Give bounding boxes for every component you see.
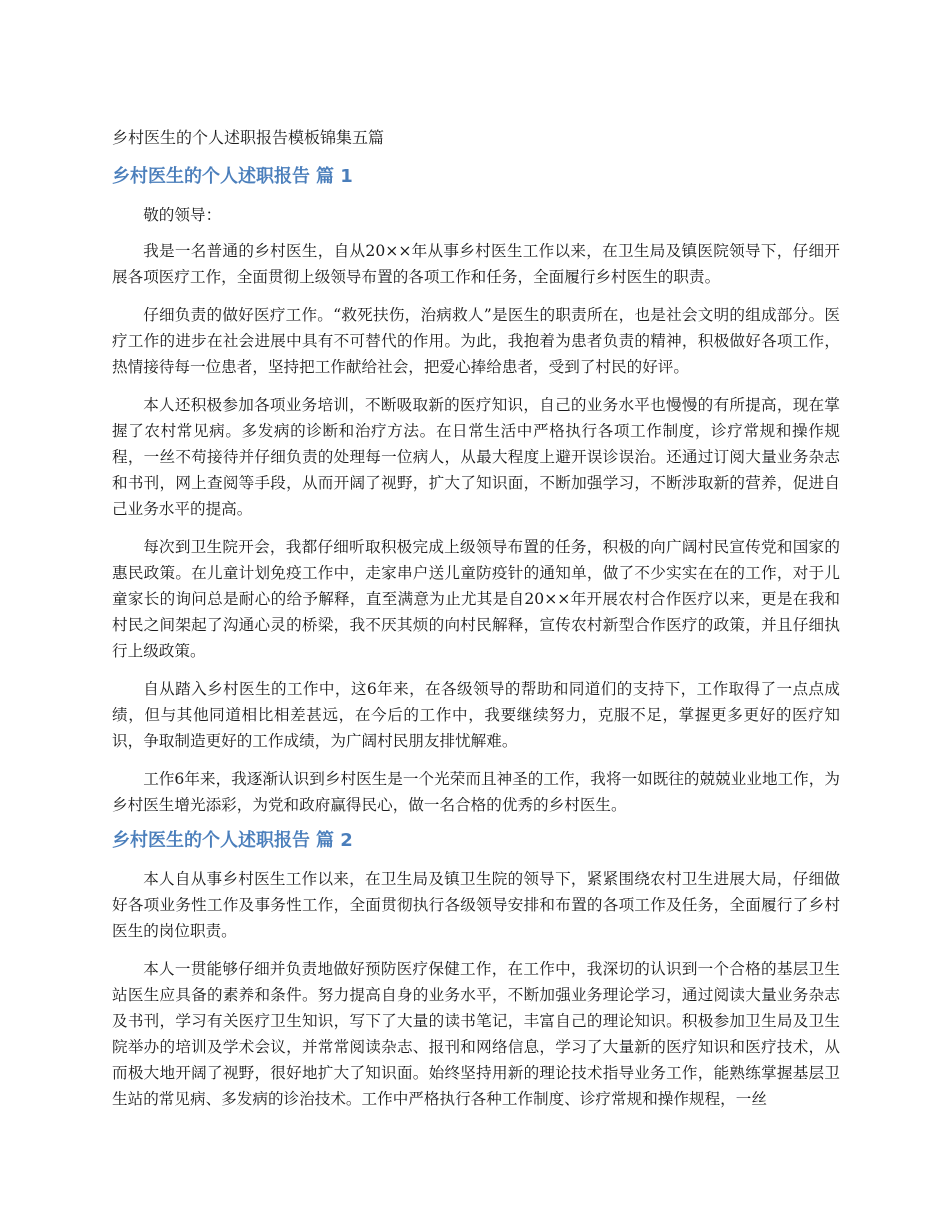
section-heading bbox=[112, 828, 840, 854]
section-2 bbox=[112, 828, 840, 1124]
document-title: 乡村医生的个人述职报告模板锦集五篇 bbox=[112, 128, 385, 147]
body-paragraph: 本人还积极参加各项业务培训，不断吸取新的医疗知识，自己的业务水平也慢慢的有所提高，现在掌握了农村常见病。多发病的诊断和治疗方法。在日常生活中严格执行各项工作制度，诊疗常规和操作规程，一丝不苟接待并仔细负责的处理每一位病人，从最大程度上避开误诊误治。还通过订阅大量业务杂志和书刊，网上查阅等手段，从而开阔了视野，扩大了知识面，不断加强学习，不断涉取新的营养，促进自己业务水平的提高。 bbox=[112, 396, 840, 518]
section-heading-text: 乡村医生的个人述职报告 bbox=[112, 830, 310, 851]
greeting-paragraph: 敬的领导： bbox=[143, 206, 222, 224]
body-paragraph: 自从踏入乡村医生的工作中，这6年来，在各级领导的帮助和同道们的支持下，工作取得了一点点成绩，但与其他同道相比相差甚远，在今后的工作中，我要继续努力，克服不足，掌握更多更好的医疗知识，争取制造更好的工作成绩，为广阔村民朋友排忧解难。 bbox=[112, 680, 840, 750]
section-heading-text: 乡村医生的个人述职报告 bbox=[112, 166, 310, 187]
section-1 bbox=[112, 164, 840, 830]
section-heading bbox=[112, 164, 840, 190]
body-paragraph: 本人自从事乡村医生工作以来，在卫生局及镇卫生院的领导下，紧紧围绕农村卫生进展大局，仔细做好各项业务性工作及事务性工作，全面贯彻执行各级领导安排和布置的各项工作及任务，全面履行了乡村医生的岗位职责。 bbox=[112, 870, 840, 940]
body-paragraph: 每次到卫生院开会，我都仔细听取积极完成上级领导布置的任务，积极的向广阔村民宣传党和国家的惠民政策。在儿童计划免疫工作中，走家串户送儿童防疫针的通知单，做了不少实实在在的工作，对于儿童家长的询问总是耐心的给予解释，直至满意为止尤其是自20××年开展农村合作医疗以来，更是在我和村民之间架起了沟通心灵的桥梁，我不厌其烦的向村民解释，宣传农村新型合作医疗的政策，并且仔细执行上级政策。 bbox=[112, 538, 840, 660]
body-paragraph: 仔细负责的做好医疗工作。“救死扶伤，治病救人”是医生的职责所在，也是社会文明的组成部分。医疗工作的进步在社会进展中具有不可替代的作用。为此，我抱着为患者负责的精神，积极做好各项工作，热情接待每一位患者，坚持把工作献给社会，把爱心捧给患者，受到了村民的好评。 bbox=[112, 306, 840, 376]
body-paragraph: 本人一贯能够仔细并负责地做好预防医疗保健工作，在工作中，我深切的认识到一个合格的基层卫生站医生应具备的素养和条件。努力提高自身的业务水平，不断加强业务理论学习，通过阅读大量业务杂志及书刊，学习有关医疗卫生知识，写下了大量的读书笔记，丰富自己的理论知识。积极参加卫生局及卫生院举办的培训及学术会议，并常常阅读杂志、报刊和网络信息，学习了大量新的医疗知识和医疗技术，从而极大地开阔了视野，很好地扩大了知识面。始终坚持用新的理论技术指导业务工作，能熟练掌握基层卫生站的常见病、多发病的诊治技术。工作中严格执行各种工作制度、诊疗常规和操作规程，一丝 bbox=[112, 960, 840, 1108]
body-paragraph: 工作6年来，我逐渐认识到乡村医生是一个光荣而且神圣的工作，我将一如既往的兢兢业业地工作，为乡村医生增光添彩，为党和政府赢得民心，做一名合格的优秀的乡村医生。 bbox=[112, 770, 840, 814]
body-paragraph: 我是一名普通的乡村医生，自从20××年从事乡村医生工作以来，在卫生局及镇医院领导下，仔细开展各项医疗工作，全面贯彻上级领导布置的各项工作和任务，全面履行乡村医生的职责。 bbox=[112, 242, 840, 286]
section-heading-number: 篇 2 bbox=[316, 830, 353, 851]
section-heading-number: 篇 1 bbox=[316, 166, 353, 187]
